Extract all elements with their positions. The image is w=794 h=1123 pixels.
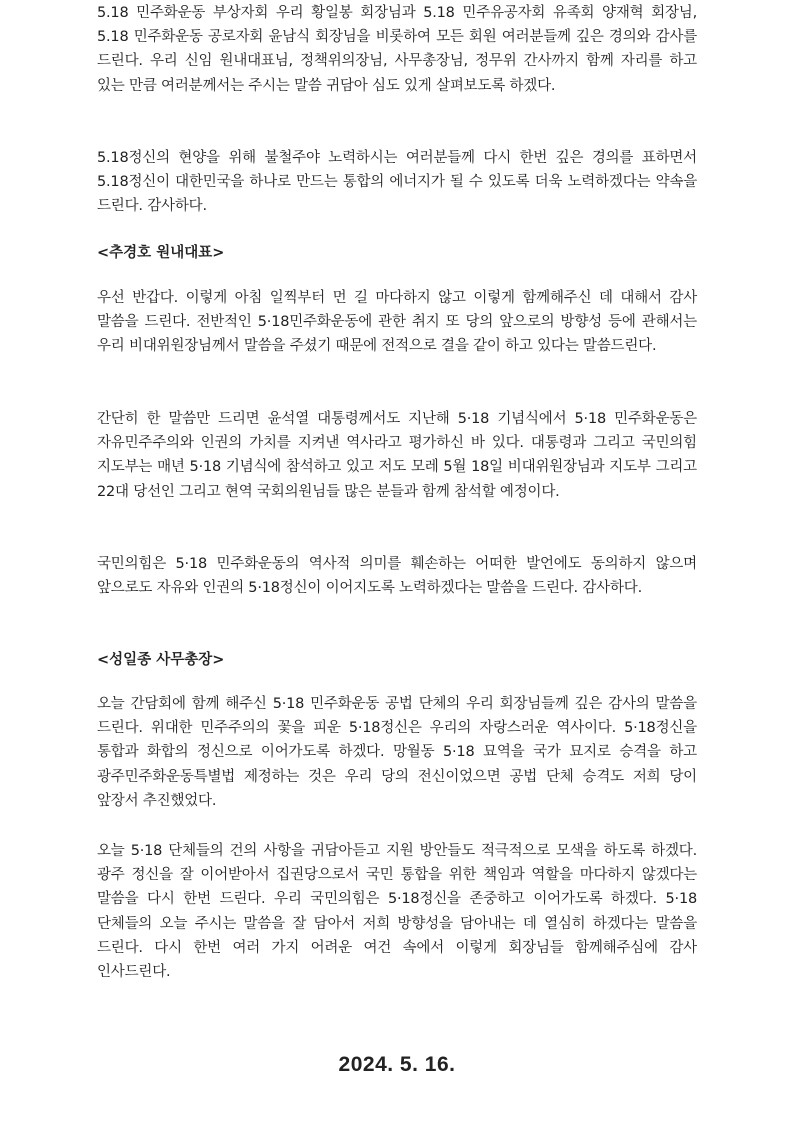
paragraph-secretary-general-thanks: 오늘 간담회에 함께 해주신 5·18 민주화운동 공법 단체의 우리 회장님들께 깊은 감사의 말씀을 드린다. 위대한 민주주의의 꽃을 피운 5·18정신은 우리의 자랑스러운 역사이다. 5·18정신을 통합과 화합의 정신으로 이어가도록 하겠다. 망월동 5·18 묘역을 국가 묘지로 승격을 하고 광주민주화운동특별법 제정하는 것은 우리 당의 전신이었으면 공법 단체 승격도 저희 당이 앞장서 추진했었다. xyxy=(97,696,697,809)
document-date: 2024. 5. 16. xyxy=(338,1053,456,1076)
paragraph-secretary-general-closing: 오늘 5·18 단체들의 건의 사항을 귀담아듣고 지원 방안들도 적극적으로 모색을 하도록 하겠다. 광주 정신을 잘 이어받아서 집권당으로서 국민 통합을 위한 책임과 역할을 마다하지 않겠다는 말씀을 다시 한번 드린다. 우리 국민의힘은 5·18정신을 존중하고 이어가도록 하겠다. 5·18 단체들의 오늘 주시는 말씀을 잘 담아서 저희 방향성을 담아내는 데 열심히 하겠다는 말씀을 드린다. 다시 한번 여러 가지 어려운 여건 속에서 이렇게 회장님들 함께해주심에 감사 인사드린다. xyxy=(97,843,697,981)
speaker-heading-secretary-general: <성일종 사무총장> xyxy=(97,652,225,668)
paragraph-floor-leader-closing: 국민의힘은 5·18 민주화운동의 역사적 의미를 훼손하는 어떠한 발언에도 동의하지 않으며 앞으로도 자유와 인권의 5·18정신이 이어지도록 노력하겠다는 말씀을 드린다. 감사하다. xyxy=(97,556,697,597)
paragraph-opening-thanks: 5.18 민주화운동 부상자회 우리 황일봉 회장님과 5.18 민주유공자회 유족회 양재혁 회장님, 5.18 민주화운동 공로자회 윤남식 회장님을 비롯하여 모든 회원 여러분들께 깊은 경의와 감사를 드린다. 우리 신임 원내대표님, 정책위의장님, 사무총장님, 정무위 간사까지 함께 자리를 하고 있는 만큼 여러분께서는 주시는 말씀 귀담아 심도 있게 살펴보도록 하겠다. xyxy=(97,5,697,94)
paragraph-518-promise: 5.18정신의 현양을 위해 불철주야 노력하시는 여러분들께 다시 한번 깊은 경의를 표하면서 5.18정신이 대한민국을 하나로 만드는 통합의 에너지가 될 수 있도록 더욱 노력하겠다는 약속을 드린다. 감사하다. xyxy=(97,150,697,215)
paragraph-floor-leader-ceremony: 간단히 한 말씀만 드리면 윤석열 대통령께서도 지난해 5·18 기념식에서 5·18 민주화운동은 자유민주주의와 인권의 가치를 지켜낸 역사라고 평가하신 바 있다. 대통령과 그리고 국민의힘 지도부는 매년 5·18 기념식에 참석하고 있고 저도 모레 5월 18일 비대위원장님과 지도부 그리고 22대 당선인 그리고 현역 국회의원님들 많은 분들과 함께 참석할 예정이다. xyxy=(97,411,697,500)
paragraph-floor-leader-greeting: 우선 반갑다. 이렇게 아침 일찍부터 먼 길 마다하지 않고 이렇게 함께해주신 데 대해서 감사 말씀을 드린다. 전반적인 5·18민주화운동에 관한 취지 또 당의 앞으로의 방향성 등에 관해서는 우리 비대위원장님께서 말씀을 주셨기 때문에 전적으로 결을 같이 하고 있다는 말씀드린다. xyxy=(97,290,697,355)
speaker-heading-floor-leader: <추경호 원내대표> xyxy=(97,245,225,261)
